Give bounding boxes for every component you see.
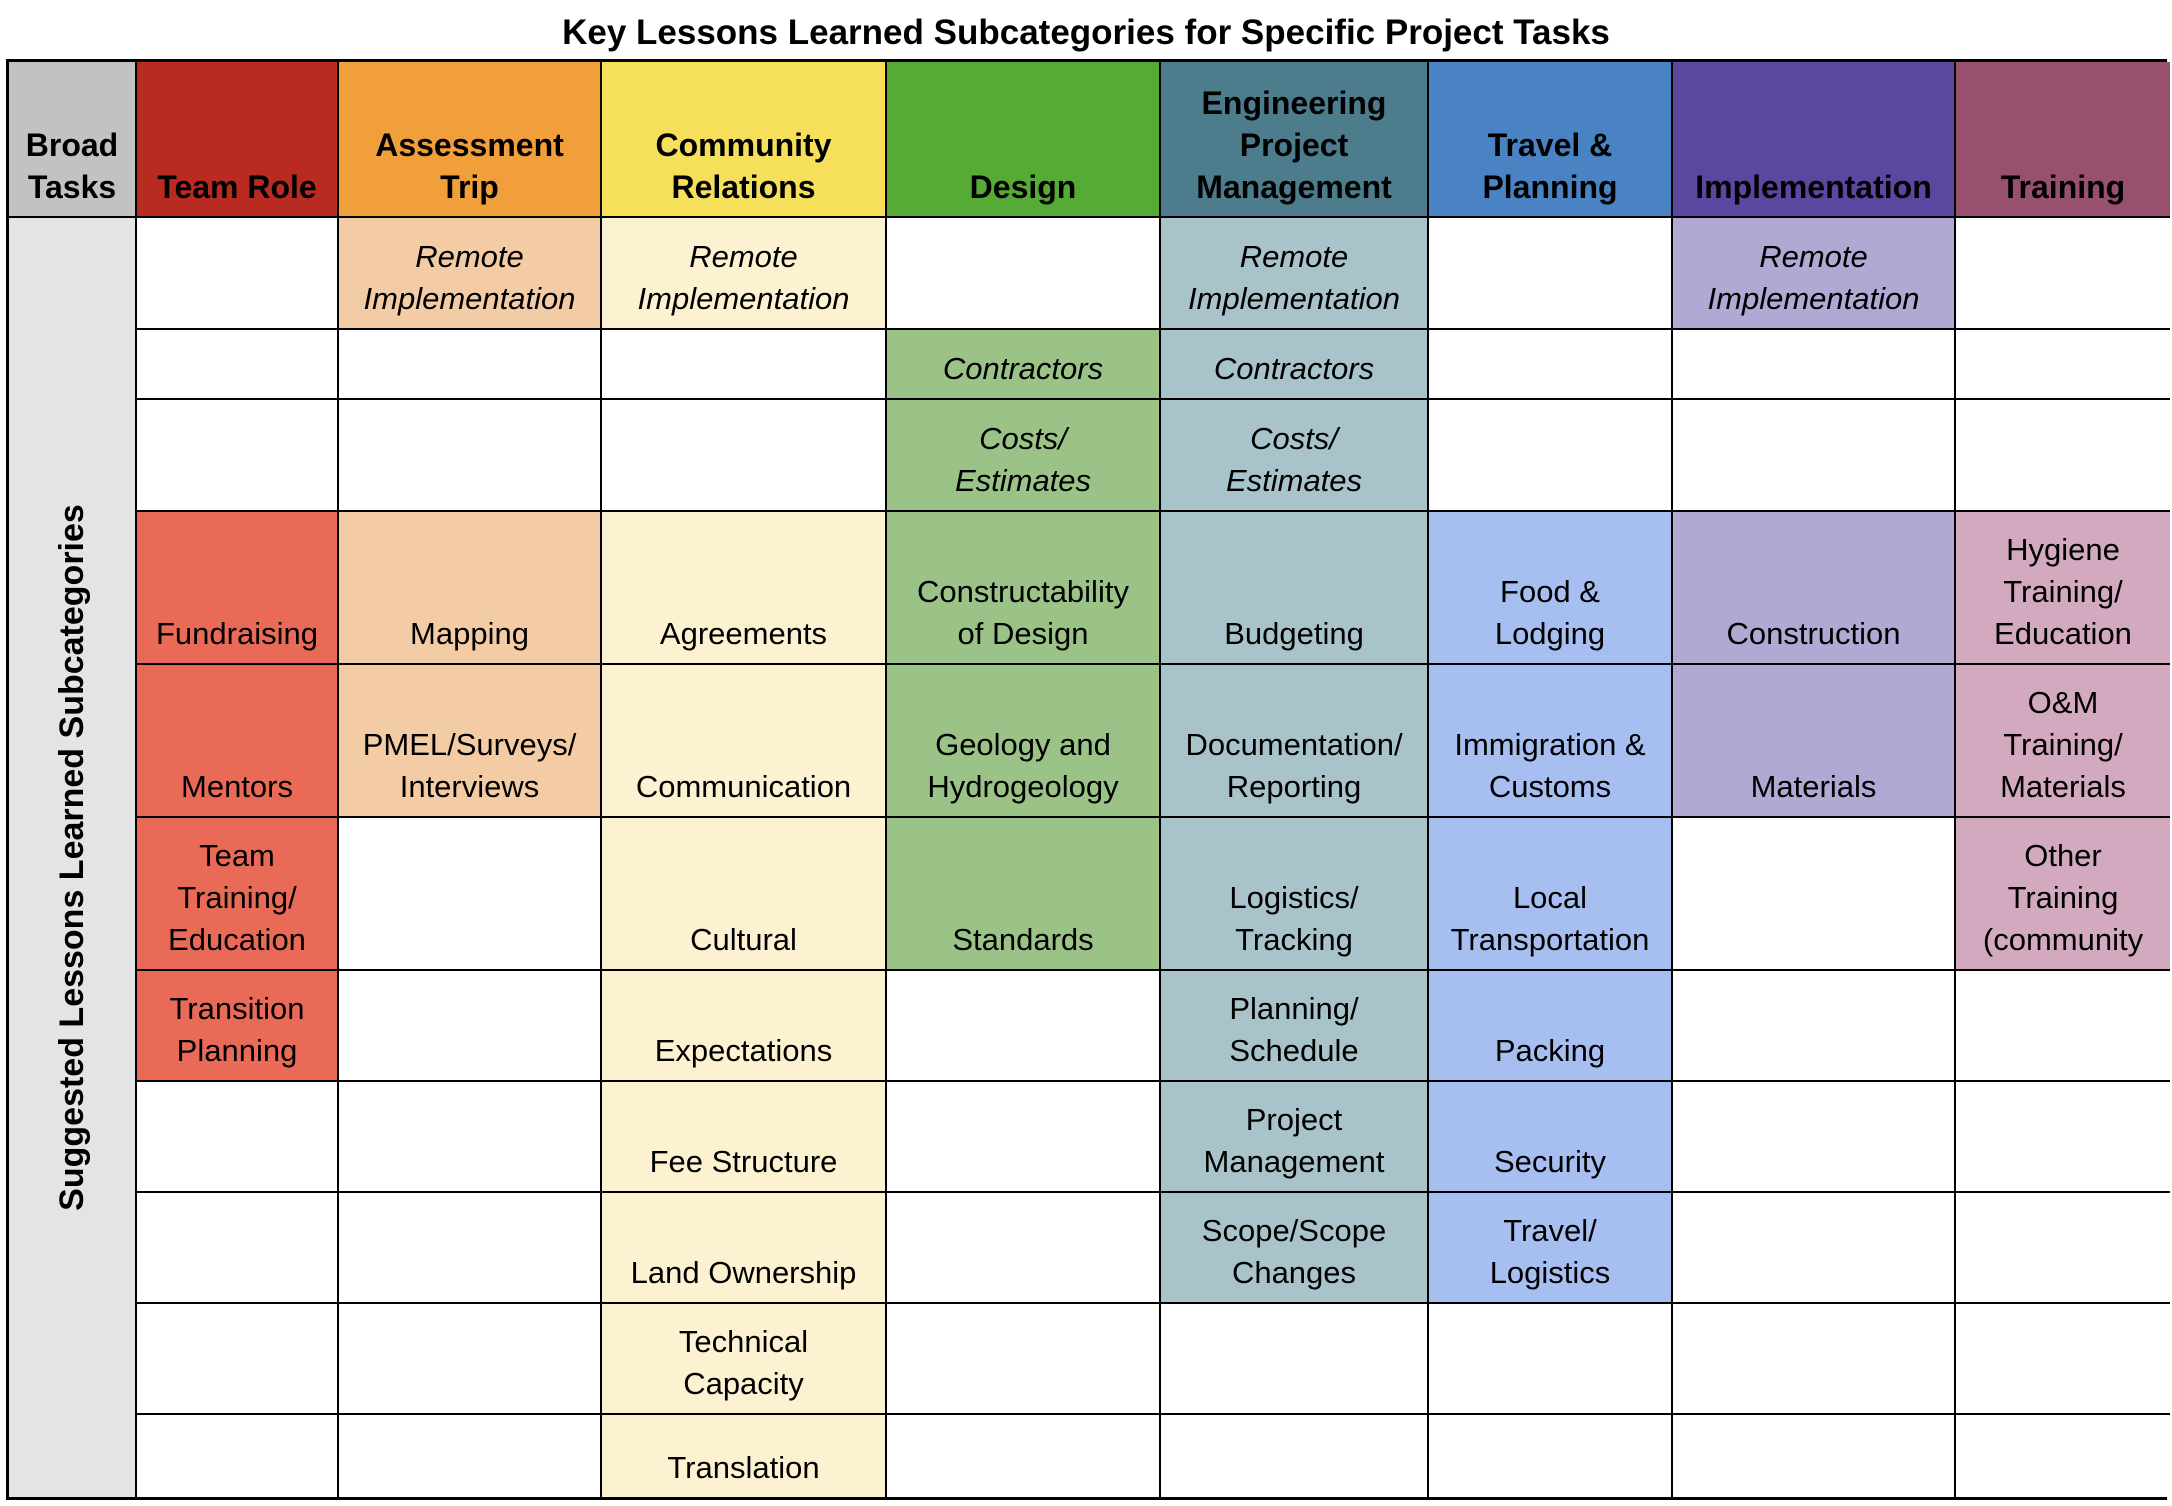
column-header-implementation: Implementation	[1673, 62, 1956, 218]
empty-cell	[339, 1304, 602, 1415]
subcategory-pmel-surveys-interviews: PMEL/Surveys/ Interviews	[339, 665, 602, 818]
column-header-engineering-project-management: Engineering Project Management	[1161, 62, 1429, 218]
empty-cell	[339, 400, 602, 512]
empty-cell	[887, 218, 1161, 330]
subcategory-construction: Construction	[1673, 512, 1956, 665]
column-header-design: Design	[887, 62, 1161, 218]
subcategory-planning-schedule: Planning/ Schedule	[1161, 971, 1429, 1082]
empty-cell	[1673, 1304, 1956, 1415]
empty-cell	[887, 1415, 1161, 1497]
column-header-team-role: Team Role	[137, 62, 339, 218]
empty-cell	[1161, 1304, 1429, 1415]
subcategory-mentors: Mentors	[137, 665, 339, 818]
empty-cell	[1956, 330, 2170, 400]
empty-cell	[137, 218, 339, 330]
empty-cell	[1956, 971, 2170, 1082]
subcategory-translation: Translation	[602, 1415, 887, 1497]
empty-cell	[339, 1193, 602, 1304]
subcategory-local-transportation: Local Transportation	[1429, 818, 1673, 971]
subcategory-remote-implementation: Remote Implementation	[1161, 218, 1429, 330]
subcategory-technical-capacity: Technical Capacity	[602, 1304, 887, 1415]
empty-cell	[137, 1082, 339, 1193]
subcategory-contractors: Contractors	[887, 330, 1161, 400]
side-label-column	[9, 218, 137, 1497]
subcategory-contractors: Contractors	[1161, 330, 1429, 400]
subcategory-food-lodging: Food & Lodging	[1429, 512, 1673, 665]
empty-cell	[887, 1304, 1161, 1415]
empty-cell	[1161, 1415, 1429, 1497]
empty-cell	[137, 330, 339, 400]
empty-cell	[887, 1193, 1161, 1304]
empty-cell	[1673, 818, 1956, 971]
column-header-travel-planning: Travel & Planning	[1429, 62, 1673, 218]
subcategory-cultural: Cultural	[602, 818, 887, 971]
subcategory-project-management: Project Management	[1161, 1082, 1429, 1193]
empty-cell	[1429, 1415, 1673, 1497]
empty-cell	[1673, 1193, 1956, 1304]
empty-cell	[1956, 218, 2170, 330]
empty-cell	[1673, 1415, 1956, 1497]
lessons-table	[6, 59, 2167, 1500]
subcategory-costs-estimates: Costs/ Estimates	[887, 400, 1161, 512]
empty-cell	[1673, 330, 1956, 400]
subcategory-remote-implementation: Remote Implementation	[602, 218, 887, 330]
subcategory-remote-implementation: Remote Implementation	[1673, 218, 1956, 330]
subcategory-expectations: Expectations	[602, 971, 887, 1082]
subcategory-fee-structure: Fee Structure	[602, 1082, 887, 1193]
subcategory-budgeting: Budgeting	[1161, 512, 1429, 665]
subcategory-land-ownership: Land Ownership	[602, 1193, 887, 1304]
subcategory-other-training-community: Other Training (community	[1956, 818, 2170, 971]
empty-cell	[339, 971, 602, 1082]
empty-cell	[1956, 1082, 2170, 1193]
empty-cell	[339, 818, 602, 971]
empty-cell	[887, 971, 1161, 1082]
empty-cell	[1956, 1304, 2170, 1415]
subcategory-security: Security	[1429, 1082, 1673, 1193]
subcategory-logistics-tracking: Logistics/ Tracking	[1161, 818, 1429, 971]
empty-cell	[887, 1082, 1161, 1193]
empty-cell	[1429, 218, 1673, 330]
subcategory-travel-logistics: Travel/ Logistics	[1429, 1193, 1673, 1304]
empty-cell	[1956, 400, 2170, 512]
subcategory-constructability-of-design: Constructability of Design	[887, 512, 1161, 665]
empty-cell	[137, 400, 339, 512]
subcategory-fundraising: Fundraising	[137, 512, 339, 665]
empty-cell	[1429, 1304, 1673, 1415]
subcategory-geology-and-hydrogeology: Geology and Hydrogeology	[887, 665, 1161, 818]
empty-cell	[137, 1415, 339, 1497]
empty-cell	[1956, 1193, 2170, 1304]
empty-cell	[1429, 400, 1673, 512]
empty-cell	[1429, 330, 1673, 400]
subcategory-costs-estimates: Costs/ Estimates	[1161, 400, 1429, 512]
column-header-assessment-trip: Assessment Trip	[339, 62, 602, 218]
empty-cell	[1673, 400, 1956, 512]
subcategory-agreements: Agreements	[602, 512, 887, 665]
subcategory-scope-scope-changes: Scope/Scope Changes	[1161, 1193, 1429, 1304]
empty-cell	[339, 330, 602, 400]
subcategory-standards: Standards	[887, 818, 1161, 971]
side-label: Suggested Lessons Learned Subcategories	[52, 504, 91, 1211]
subcategory-hygiene-training-education: Hygiene Training/ Education	[1956, 512, 2170, 665]
empty-cell	[1956, 1415, 2170, 1497]
empty-cell	[137, 1304, 339, 1415]
column-header-community-relations: Community Relations	[602, 62, 887, 218]
empty-cell	[137, 1193, 339, 1304]
empty-cell	[339, 1415, 602, 1497]
empty-cell	[602, 400, 887, 512]
column-header-training: Training	[1956, 62, 2170, 218]
subcategory-mapping: Mapping	[339, 512, 602, 665]
subcategory-packing: Packing	[1429, 971, 1673, 1082]
empty-cell	[339, 1082, 602, 1193]
corner-header-broad-tasks: Broad Tasks	[9, 62, 137, 218]
subcategory-transition-planning: Transition Planning	[137, 971, 339, 1082]
empty-cell	[1673, 971, 1956, 1082]
empty-cell	[1673, 1082, 1956, 1193]
subcategory-team-training-education: Team Training/ Education	[137, 818, 339, 971]
subcategory-immigration-customs: Immigration & Customs	[1429, 665, 1673, 818]
subcategory-materials: Materials	[1673, 665, 1956, 818]
subcategory-documentation-reporting: Documentation/ Reporting	[1161, 665, 1429, 818]
subcategory-communication: Communication	[602, 665, 887, 818]
page-title: Key Lessons Learned Subcategories for Specific Project Tasks	[562, 13, 1610, 52]
subcategory-o-m-training-materials: O&M Training/ Materials	[1956, 665, 2170, 818]
empty-cell	[602, 330, 887, 400]
subcategory-remote-implementation: Remote Implementation	[339, 218, 602, 330]
